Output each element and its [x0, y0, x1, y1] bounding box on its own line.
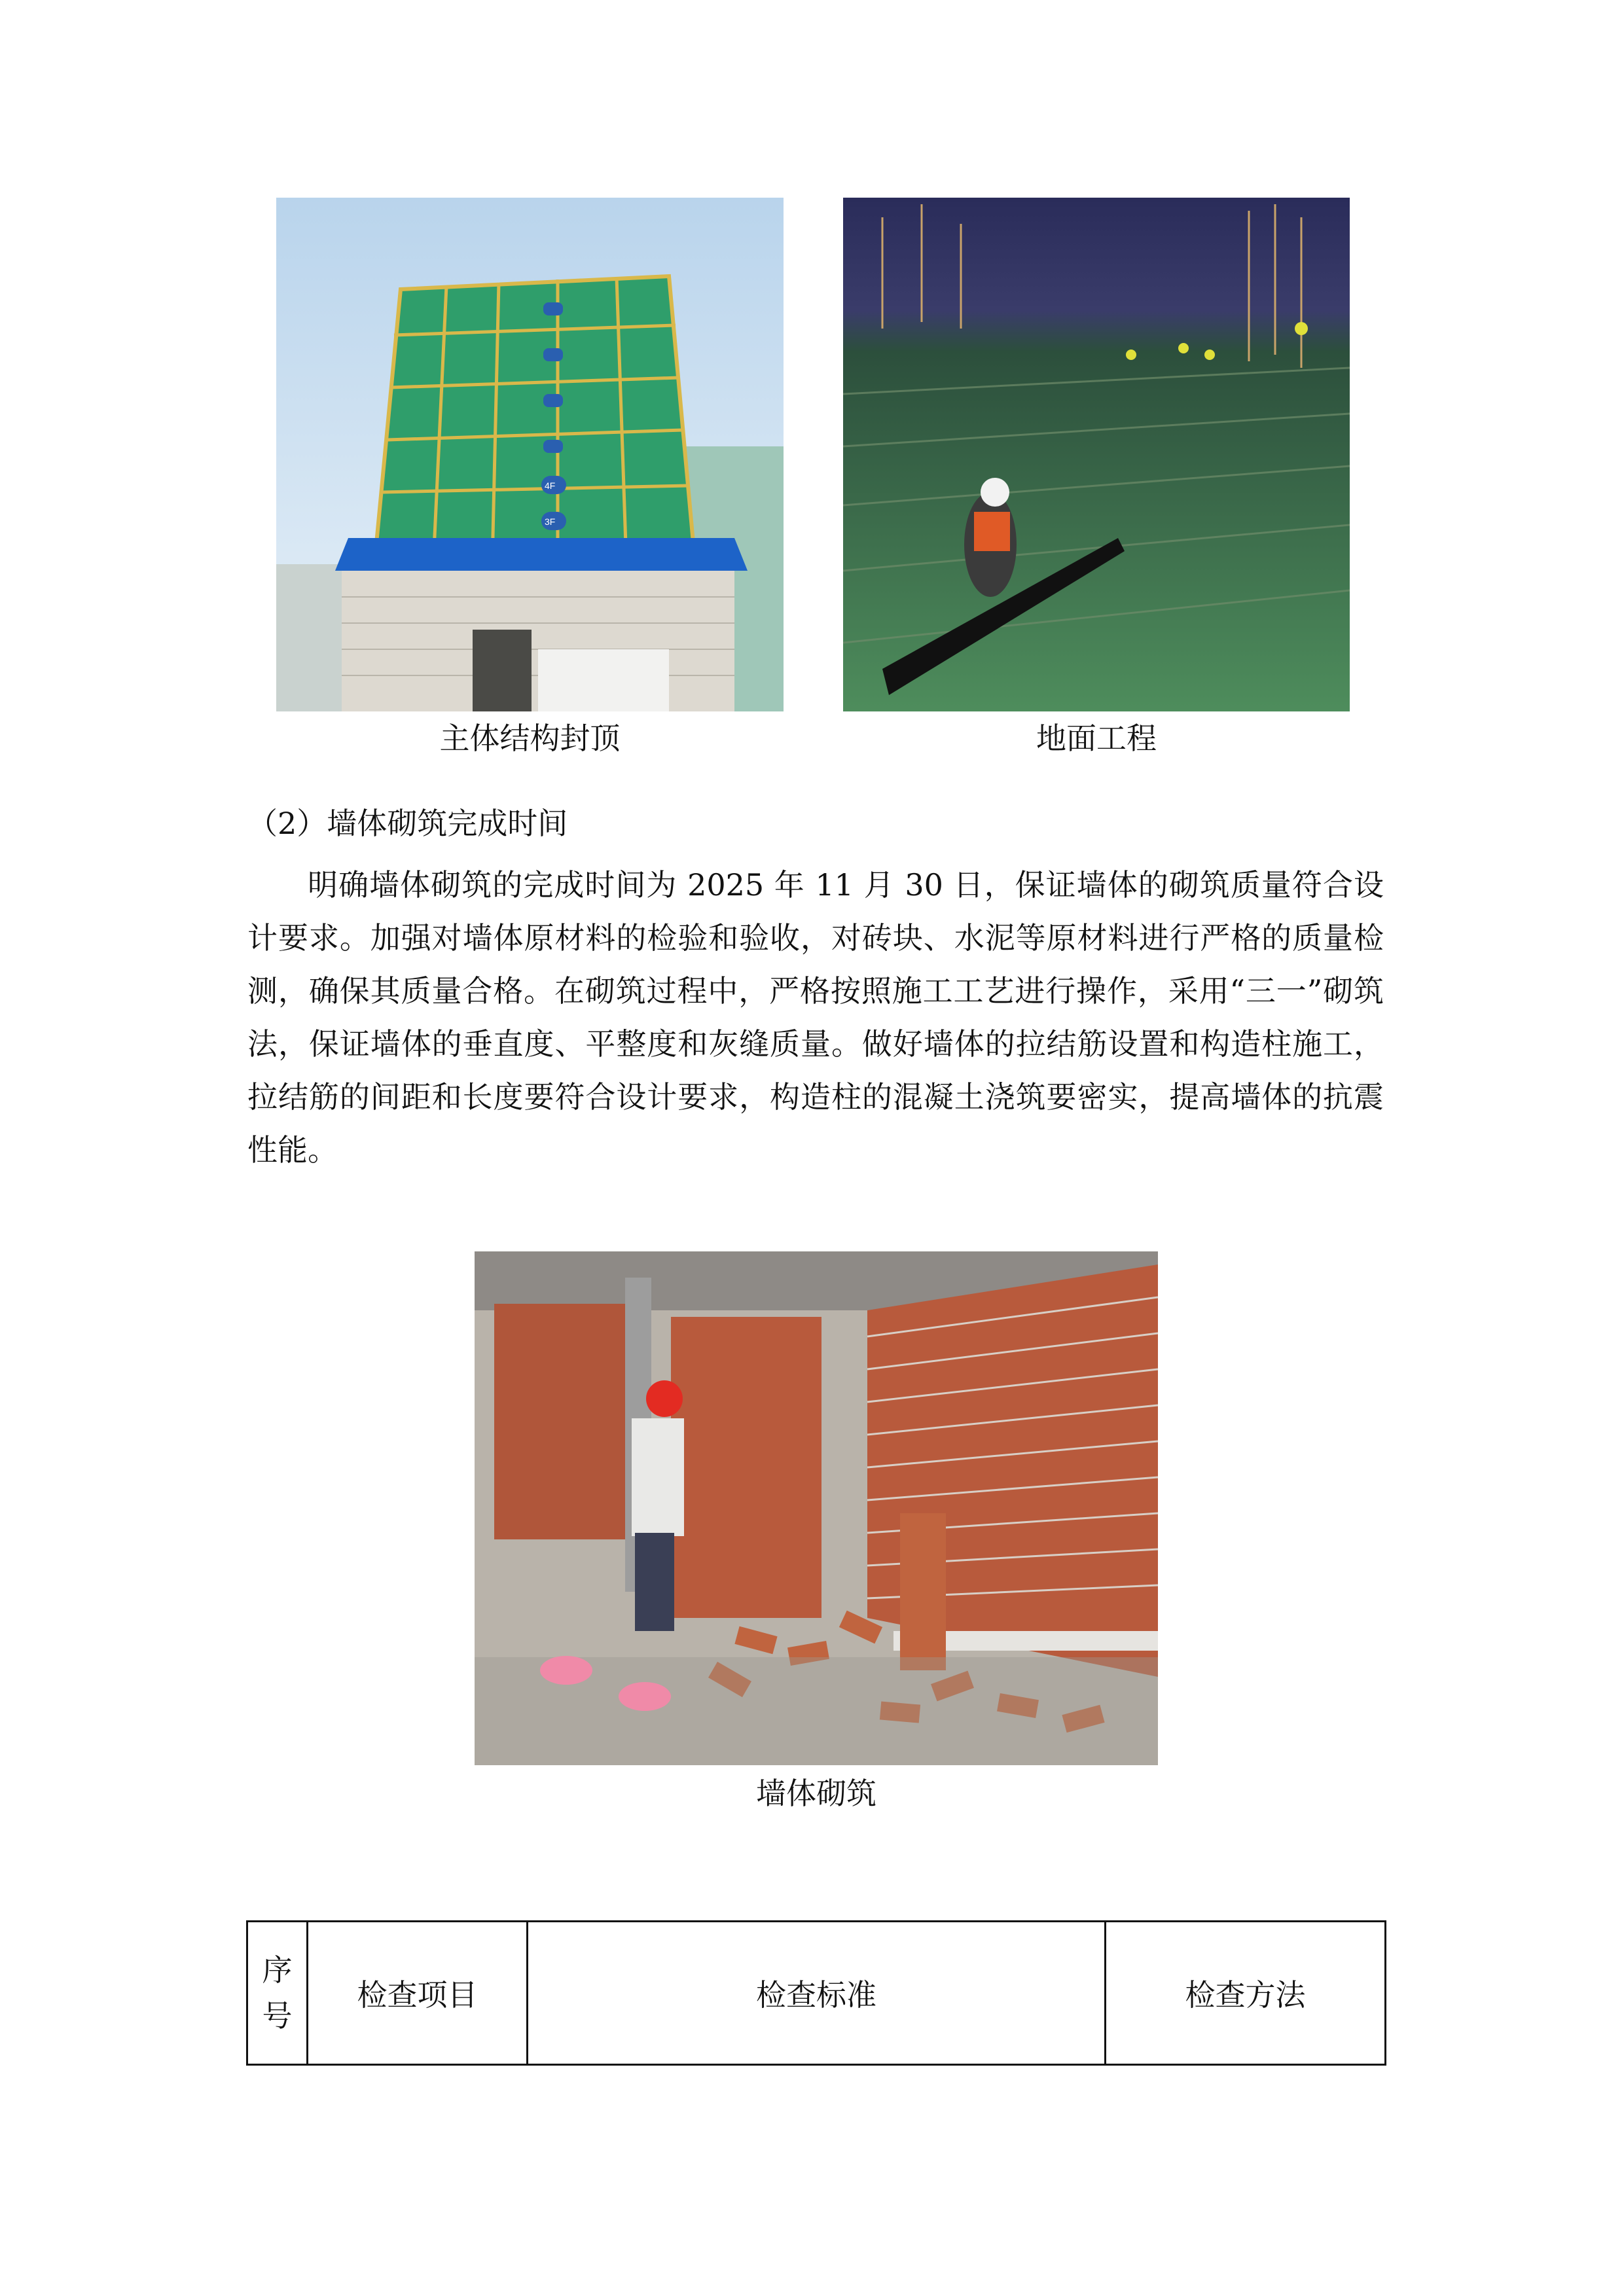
photo-masonry — [475, 1251, 1158, 1765]
header-method: 检查方法 — [1106, 1922, 1386, 2065]
caption-main-structure: 主体结构封顶 — [439, 721, 621, 756]
caption-masonry: 墙体砌筑 — [756, 1776, 876, 1811]
section-heading: （2）墙体砌筑完成时间 — [247, 806, 568, 841]
header-num-line1: 序 — [262, 1952, 293, 1988]
header-standard: 检查标准 — [528, 1922, 1106, 2065]
paragraph-text: 明确墙体砌筑的完成时间为 2025 年 11 月 30 日，保证墙体的砌筑质量符合设计要求。加强对墙体原材料的检验和验收，对砖块、水泥等原材料进行严格的质量检测，确保其质量合格。在砌筑过程中，严格按照施工工艺进行操作，采用“三一”砌筑法，保证墙体的垂直度、平整度和灰缝质量。做好墙体的拉结筋设置和构造柱施工，拉结筋的间距和长度要符合设计要求，构造柱的混凝土浇筑要密实，提高墙体的抗震性能。 — [247, 867, 1384, 1168]
header-item: 检查项目 — [308, 1922, 528, 2065]
table-header-row — [247, 1922, 1386, 2065]
section-paragraph — [247, 859, 1384, 1177]
floor-label-4f: 4F — [545, 480, 556, 491]
photo-ground-works — [843, 198, 1350, 711]
floor-label-3f: 3F — [545, 516, 556, 527]
caption-ground-works: 地面工程 — [1036, 721, 1157, 756]
header-num — [247, 1922, 308, 2065]
inspection-table — [246, 1920, 1386, 2066]
header-num-line2: 号 — [262, 1998, 293, 2034]
photo-main-structure — [276, 198, 784, 711]
